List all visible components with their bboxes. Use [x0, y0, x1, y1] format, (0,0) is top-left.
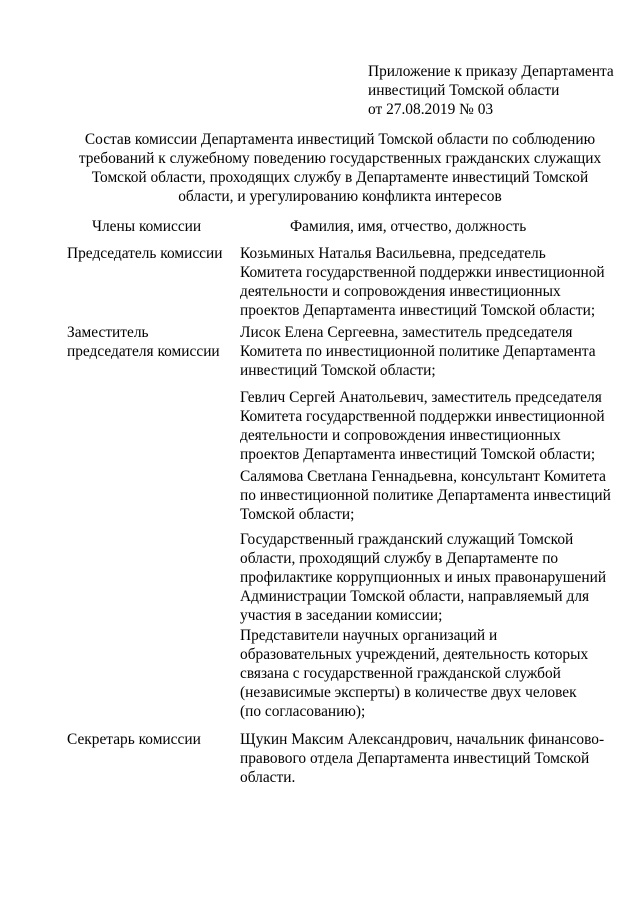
member-line: Салямова Светлана Геннадьевна, консультант Комитета	[240, 468, 606, 485]
member-entry	[240, 530, 610, 625]
appendix-line: Приложение к приказу Департамента	[368, 63, 614, 80]
title-line: требований к служебному поведению государственных гражданских служащих	[78, 150, 602, 167]
member-line: области, проходящий службу в Департаменте по	[240, 550, 559, 567]
member-entry	[240, 323, 610, 380]
member-line: инвестиций Томской области;	[240, 362, 436, 379]
member-entry	[240, 626, 610, 721]
member-line: Комитета по инвестиционной политике Департамента	[240, 343, 596, 360]
member-line: образовательных учреждений, деятельность которых	[240, 646, 589, 663]
member-entry	[240, 388, 610, 464]
member-line: Администрации Томской области, направляемый для	[240, 588, 590, 605]
role-deputy	[67, 323, 237, 361]
member-line: Гевлич Сергей Анатольевич, заместитель председателя	[240, 389, 602, 406]
member-line: деятельности и сопровождения инвестиционных	[240, 283, 561, 300]
role-line: председателя комиссии	[67, 343, 220, 360]
column-header-names: Фамилия, имя, отчество, должность	[290, 218, 527, 235]
member-line: (независимые эксперты) в количестве двух человек	[240, 684, 577, 701]
role-line: Заместитель	[67, 324, 149, 341]
appendix-line: инвестиций Томской области	[368, 82, 560, 99]
document-title	[60, 130, 620, 206]
member-line: Комитета государственной поддержки инвестиционной	[240, 264, 605, 281]
member-line: Щукин Максим Александрович, начальник финансово-	[240, 731, 605, 748]
member-entry	[240, 730, 610, 787]
member-entry	[240, 244, 610, 320]
member-line: Представители научных организаций и	[240, 627, 498, 644]
title-line: Состав комиссии Департамента инвестиций Томской области по соблюдению	[84, 131, 596, 148]
appendix-line: от 27.08.2019 № 03	[368, 101, 494, 118]
title-line: Томской области, проходящих службу в Департаменте инвестиций Томской	[91, 169, 589, 186]
member-line: проектов Департамента инвестиций Томской области;	[240, 446, 596, 463]
appendix-reference	[368, 62, 630, 119]
member-line: деятельности и сопровождения инвестиционных	[240, 427, 561, 444]
column-header-members: Члены комиссии	[92, 218, 202, 235]
member-line: Комитета государственной поддержки инвестиционной	[240, 408, 605, 425]
member-line: профилактике коррупционных и иных правонарушений	[240, 569, 607, 586]
member-line: проектов Департамента инвестиций Томской области;	[240, 302, 596, 319]
member-line: области.	[240, 769, 296, 786]
member-line: Козьминых Наталья Васильевна, председатель	[240, 245, 546, 262]
member-line: Томской области;	[240, 506, 355, 523]
role-line: Председатель комиссии	[67, 245, 223, 262]
member-line: (по согласованию);	[240, 703, 366, 720]
role-line: Секретарь комиссии	[67, 731, 201, 748]
member-line: Лисок Елена Сергеевна, заместитель председателя	[240, 324, 573, 341]
title-line: области, и урегулированию конфликта интересов	[178, 188, 502, 205]
role-secretary	[67, 730, 237, 749]
role-chair	[67, 244, 237, 263]
member-line: правового отдела Департамента инвестиций Томской	[240, 750, 590, 767]
member-line: участия в заседании комиссии;	[240, 607, 443, 624]
member-line: связана с государственной гражданской службой	[240, 665, 561, 682]
member-line: Государственный гражданский служащий Томской	[240, 531, 574, 548]
member-line: по инвестиционной политике Департамента инвестиций	[240, 487, 611, 504]
member-entry	[240, 467, 610, 524]
